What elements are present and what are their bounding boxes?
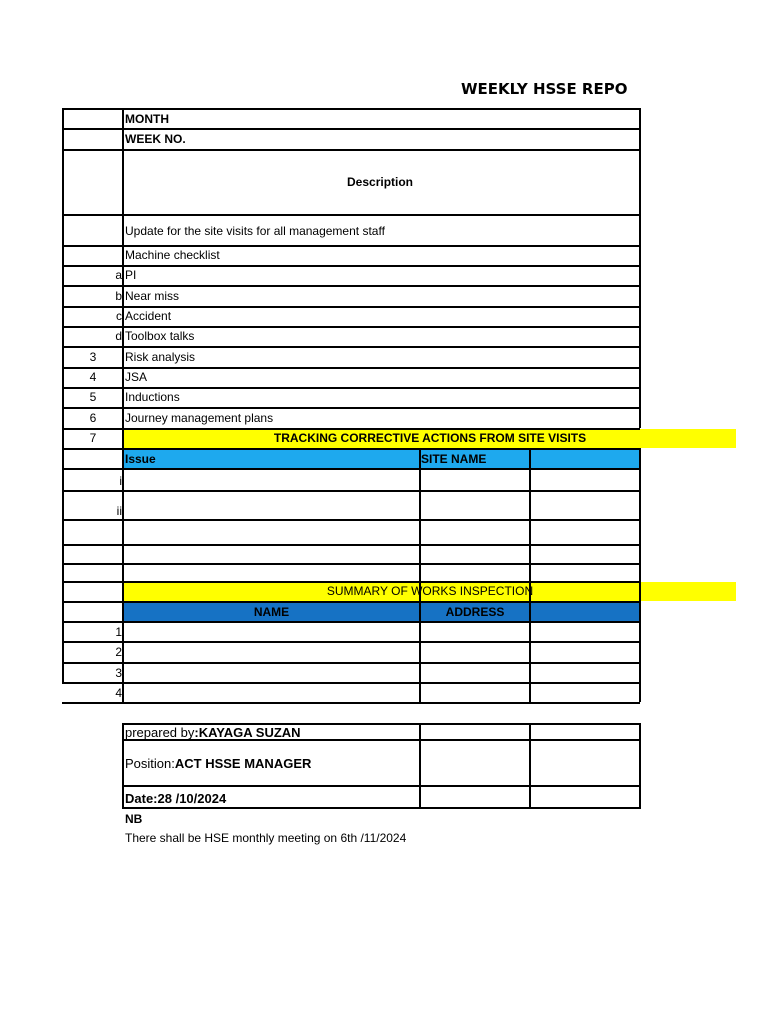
- summary-row-number: 4: [115, 686, 122, 700]
- item-label: Toolbox talks: [125, 329, 195, 343]
- prepared-by: [125, 725, 301, 740]
- item-number: b: [115, 289, 122, 303]
- position-label: Position:: [125, 756, 175, 771]
- item-number: 6: [89, 411, 97, 425]
- item-label: Journey management plans: [125, 411, 274, 425]
- date: Date:28 /10/2024: [125, 791, 227, 806]
- tracking-number: 7: [89, 431, 97, 445]
- report-title: WEEKLY HSSE REPO: [461, 80, 628, 98]
- position-value: ACT HSSE MANAGER: [174, 756, 312, 771]
- item-number: 4: [89, 370, 97, 384]
- item-label: Machine checklist: [125, 248, 220, 262]
- tracking-title: TRACKING CORRECTIVE ACTIONS FROM SITE VISITS: [273, 431, 587, 445]
- item-label: JSA: [125, 370, 148, 384]
- item-label: Near miss: [125, 289, 180, 303]
- name-column-header: NAME: [253, 605, 290, 619]
- item-number: a: [115, 268, 122, 282]
- nb-label: NB: [125, 812, 143, 826]
- site-name-column-header: SITE NAME: [421, 452, 487, 466]
- summary-row-number: 1: [115, 625, 122, 639]
- issue-column-header: Issue: [125, 452, 156, 466]
- description-label: Description: [347, 175, 414, 189]
- summary-row-number: 2: [115, 645, 122, 659]
- month-label: MONTH: [125, 112, 169, 126]
- item-label: Inductions: [125, 390, 180, 404]
- tracking-row-number: ii: [116, 504, 122, 518]
- item-number: c: [116, 309, 122, 323]
- item-number: 3: [89, 350, 97, 364]
- position: [125, 756, 311, 771]
- summary-row-number: 3: [115, 666, 122, 680]
- summary-title: SUMMARY OF WORKS INSPECTION: [326, 584, 534, 598]
- prepared-by-label: prepared by: [125, 725, 195, 740]
- item-label: Risk analysis: [125, 350, 196, 364]
- item-number: 5: [89, 390, 97, 404]
- prepared-by-value: :KAYAGA SUZAN: [194, 725, 301, 740]
- item-label: PI: [125, 268, 137, 282]
- address-column-header: ADDRESS: [445, 605, 505, 619]
- week-no-label: WEEK NO.: [125, 132, 186, 146]
- item-label: Accident: [125, 309, 172, 323]
- item-label: Update for the site visits for all management staff: [125, 224, 385, 238]
- meeting-note: There shall be HSE monthly meeting on 6th /11/2024: [125, 831, 407, 845]
- tracking-row-number: i: [119, 474, 122, 488]
- item-number: d: [115, 329, 122, 343]
- tracking-header-band: [124, 450, 640, 468]
